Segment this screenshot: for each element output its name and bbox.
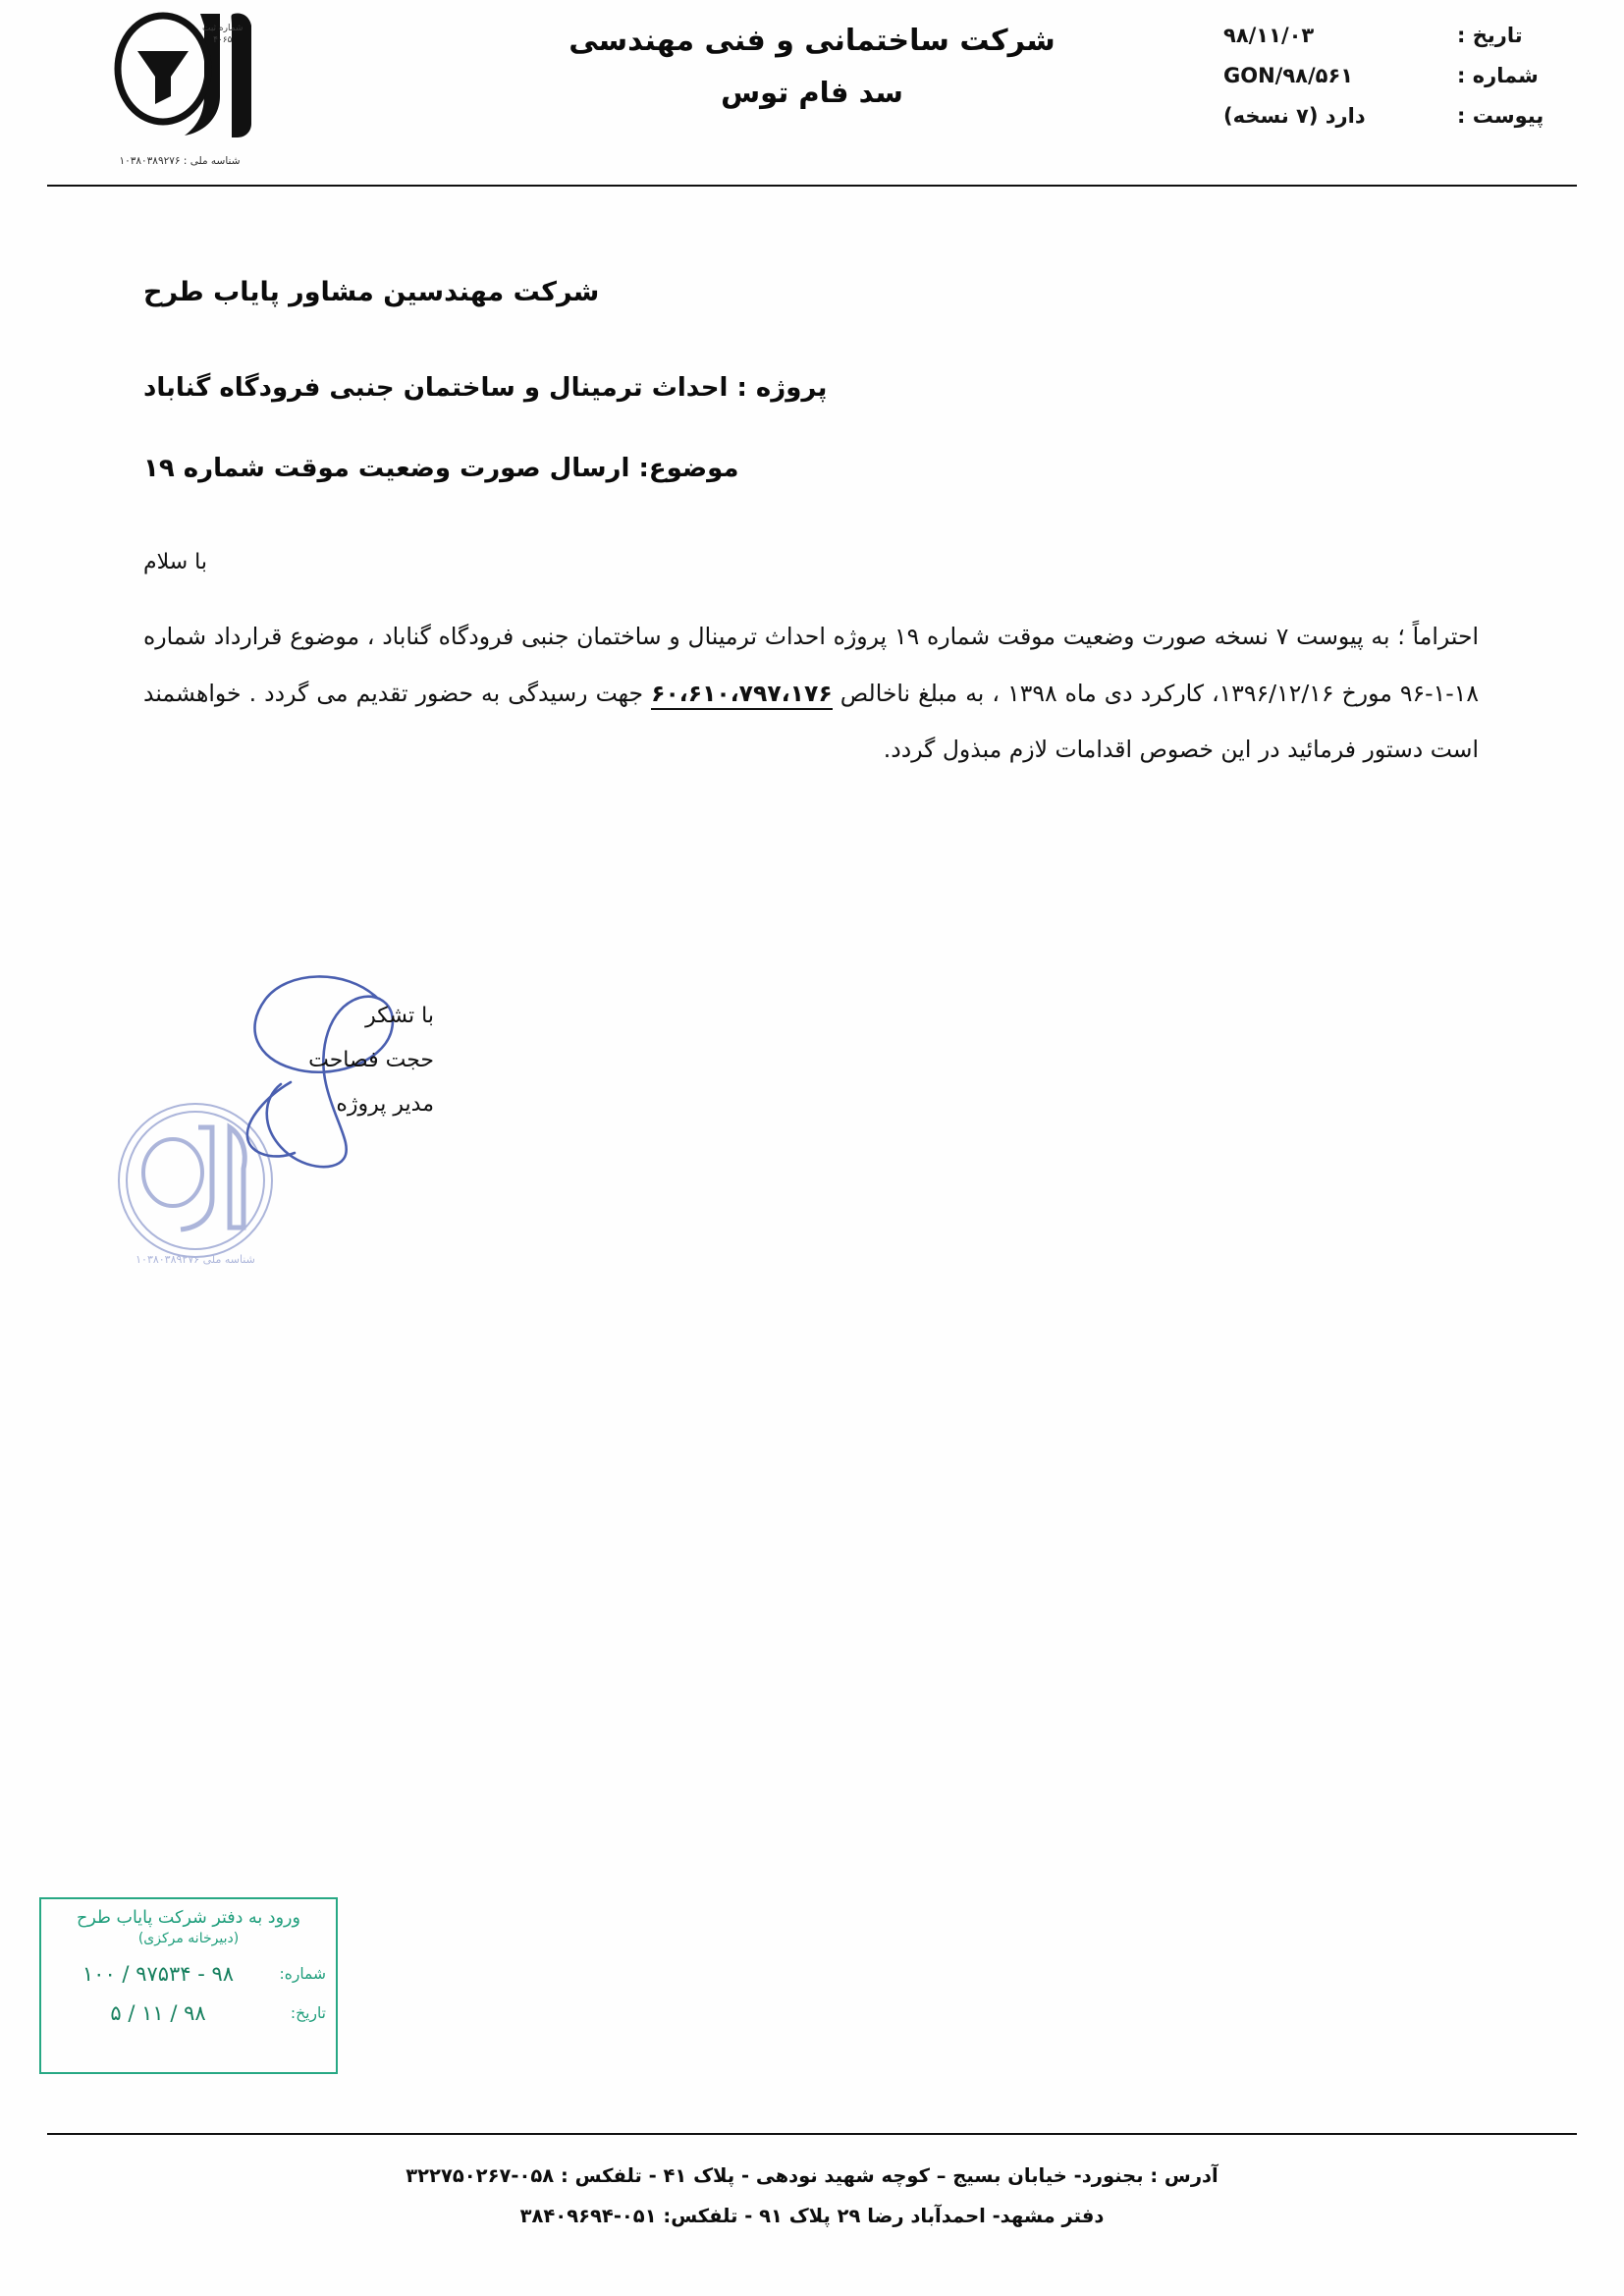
company-title-line2: سد فام توس xyxy=(721,75,903,109)
signature-block xyxy=(238,994,434,1126)
entry-stamp-date-label: تاریخ: xyxy=(290,2004,326,2022)
footer xyxy=(0,2157,1624,2237)
svg-text:شناسه ملی ۱۰۳۸۰۳۸۹۲۷۶: شناسه ملی ۱۰۳۸۰۳۸۹۲۷۶ xyxy=(135,1253,255,1266)
entry-stamp-subtitle: (دبیرخانه مرکزی) xyxy=(137,1931,240,1946)
meta-label-date: تاریخ : xyxy=(1457,24,1523,47)
meta-value-attachment: دارد (۷ نسخه) xyxy=(1223,103,1366,128)
logo-registration-code: شماره ثبت ۴۰۶۵ xyxy=(202,24,244,45)
footer-divider xyxy=(47,2133,1577,2135)
letter-body xyxy=(143,609,1479,779)
subject-label: موضوع: xyxy=(638,454,739,483)
meta-value-date: ۹۸/۱۱/۰۳ xyxy=(1223,24,1315,47)
company-title-line1: شرکت ساختمانی و فنی مهندسی xyxy=(568,24,1056,58)
project-line xyxy=(143,373,1624,403)
entry-stamp-number-label: شماره: xyxy=(279,1965,326,1983)
meta-label-number: شماره : xyxy=(1457,63,1539,87)
signature-thanks: با تشکر xyxy=(365,1004,434,1028)
signature-name: حجت فصاحت xyxy=(308,1048,434,1073)
entry-stamp-title: ورود به دفتر شرکت پایاب طرح xyxy=(77,1908,300,1928)
company-logo xyxy=(86,6,273,173)
meta-label-attachment: پیوست : xyxy=(1457,103,1544,128)
subject-line xyxy=(143,454,1624,483)
entry-registration-stamp xyxy=(39,1897,338,2074)
subject-value: ارسال صورت وضعیت موقت شماره ۱۹ xyxy=(143,454,630,483)
salutation: با سلام xyxy=(143,550,208,574)
project-label: پروژه : xyxy=(736,373,828,403)
entry-stamp-date-row xyxy=(41,2001,336,2025)
entry-stamp-number-row xyxy=(41,1962,336,1986)
logo-national-id: شناسه ملی : ۱۰۳۸۰۳۸۹۲۷۶ xyxy=(119,155,241,167)
meta-value-number: GON/۹۸/۵۶۱ xyxy=(1223,63,1354,87)
letterhead xyxy=(0,0,1624,192)
gross-amount: ۶۰،۶۱۰،۷۹۷،۱۷۶ xyxy=(651,680,833,710)
body-part-1: احتراماً ؛ به پیوست ۷ نسخه صورت وضعیت موقت شماره ۱۹ پروژه احداث ترمینال و ساختمان جنبی فرودگاه گناباد ، موضوع قرارداد شماره ۱۸-۱-۹۶ مورخ ۱۳۹۶/۱۲/۱۶، کارکرد دی ماه ۱۳۹۸ ، به مبلغ ناخالص xyxy=(143,623,1480,707)
header-divider xyxy=(47,185,1577,187)
entry-stamp-number-value: ۹۸ - ۹۷۵۳۴ / ۱۰۰ xyxy=(81,1962,235,1986)
body-part-2: جهت رسیدگی به حضور تقدیم می گردد . خواهشمند است دستور فرمائید در این خصوص اقدامات لازم مبذول گردد. xyxy=(143,679,1479,764)
footer-address-line2: دفتر مشهد- احمدآباد رضا ۲۹ پلاک ۹۱ - تلفکس: ۰۵۱-۳۸۴۰۹۶۹۴ xyxy=(519,2204,1105,2227)
entry-stamp-date-value: ۹۸ / ۱۱ / ۵ xyxy=(110,2001,206,2025)
project-value: احداث ترمینال و ساختمان جنبی فرودگاه گناباد xyxy=(143,373,729,403)
footer-address-line1: آدرس : بجنورد- خیابان بسیج – کوچه شهید نودهی - پلاک ۴۱ - تلفکس : ۰۵۸-۳۲۲۷۵۰۲۶۷ xyxy=(406,2164,1218,2187)
logo-mark-icon xyxy=(86,6,273,153)
addressee: شرکت مهندسین مشاور پایاب طرح xyxy=(143,277,600,307)
signature-role: مدیر پروژه xyxy=(336,1092,434,1118)
